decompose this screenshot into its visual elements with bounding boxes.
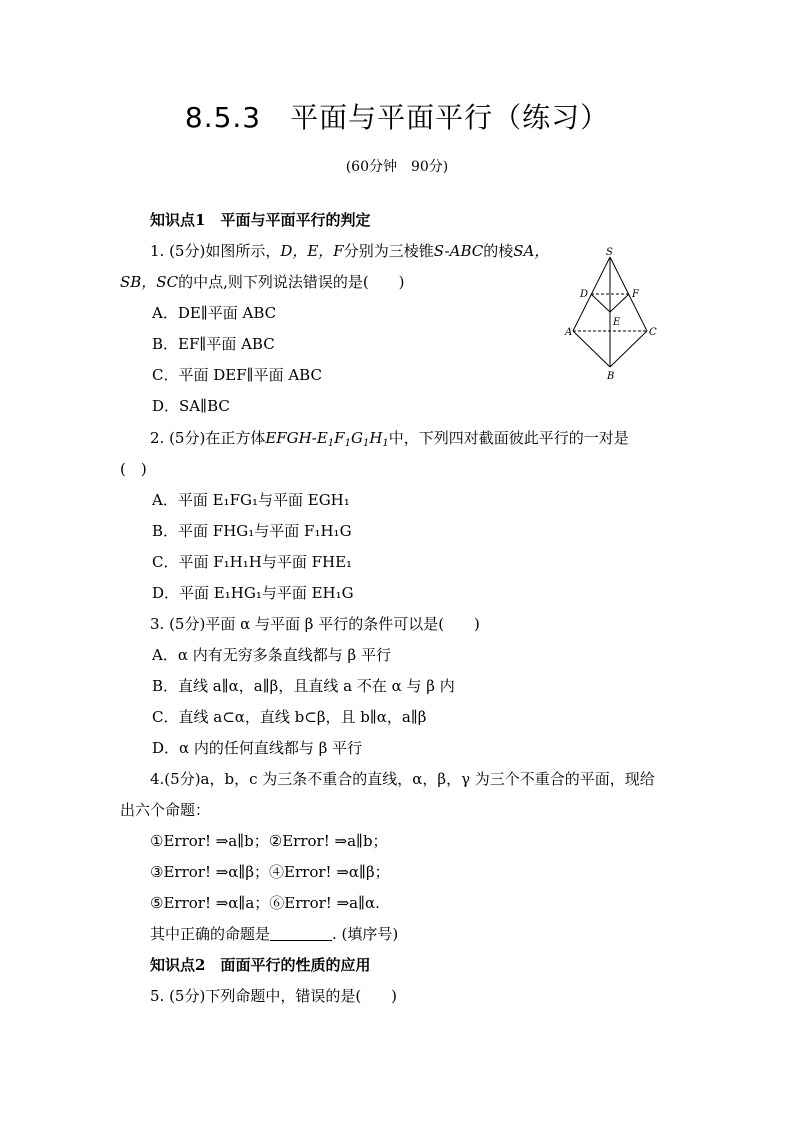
q1-option-c: C．平面 DEF∥平面 ABC	[152, 366, 322, 384]
figure-label-c: C	[649, 327, 657, 338]
page-title: 8.5.3 平面与平面平行（练习）	[184, 101, 610, 134]
q4-propositions-2: ③Error! ⇒α∥β；④Error! ⇒α∥β；	[150, 863, 390, 881]
section-heading-1: 知识点1 平面与平面平行的判定	[150, 211, 371, 229]
q3-stem: 3. (5分)平面 α 与平面 β 平行的条件可以是( )	[150, 615, 480, 633]
q2-option-c: C．平面 F₁H₁H与平面 FHE₁	[152, 553, 353, 571]
q1-option-a: A．DE∥平面 ABC	[152, 304, 277, 322]
page-subtitle: (60分钟 90分)	[345, 159, 449, 175]
figure-label-e: E	[613, 317, 621, 328]
q1-stem-line2: SB，SC的中点,则下列说法错误的是( )	[120, 273, 405, 291]
section-heading-2: 知识点2 面面平行的性质的应用	[150, 956, 371, 974]
figure-label-s: S	[606, 247, 613, 258]
q4-stem-line2: 出六个命题：	[120, 801, 211, 819]
answer-blank[interactable]	[270, 926, 332, 941]
figure-label-a: A	[565, 327, 573, 338]
figure-label-b: B	[607, 371, 615, 380]
q2-option-b: B．平面 FHG₁与平面 F₁H₁G	[152, 522, 352, 540]
q2-stem-line1: 2. (5分)在正方体EFGH-$E_1F_1G_1H_1$中，下列四对截面彼此平行的一对是	[150, 429, 629, 449]
q1-stem-line1: 1. (5分)如图所示，D，E，F分别为三棱锥S-ABC的棱SA，	[150, 242, 550, 260]
q3-option-a: A．α 内有无穷多条直线都与 β 平行	[152, 646, 391, 664]
q3-option-d: D．α 内的任何直线都与 β 平行	[152, 739, 363, 757]
q3-option-c: C．直线 a⊂α，直线 b⊂β，且 b∥α，a∥β	[152, 708, 427, 726]
q3-option-b: B．直线 a∥α，a∥β，且直线 a 不在 α 与 β 内	[152, 677, 455, 695]
q4-propositions-1: ①Error! ⇒a∥b；②Error! ⇒a∥b；	[150, 832, 388, 850]
q4-answer-line: 其中正确的命题是 . (填序号)	[150, 925, 399, 943]
q1-option-d: D．SA∥BC	[152, 397, 230, 415]
q4-stem-line1: 4.(5分)a，b，c 为三条不重合的直线，α，β，γ 为三个不重合的平面，现给	[150, 770, 655, 788]
q2-option-a: A．平面 E₁FG₁与平面 EGH₁	[152, 491, 350, 509]
q1-option-b: B．EF∥平面 ABC	[152, 335, 275, 353]
q4-propositions-3: ⑤Error! ⇒α∥a；⑥Error! ⇒a∥α.	[150, 894, 380, 912]
figure-label-f: F	[632, 289, 639, 300]
q2-stem-line2: ( )	[120, 460, 147, 478]
q2-option-d: D．平面 E₁HG₁与平面 EH₁G	[152, 584, 354, 602]
q5-stem: 5. (5分)下列命题中，错误的是( )	[150, 987, 398, 1005]
figure-label-d: D	[580, 289, 589, 300]
pyramid-figure	[560, 245, 665, 380]
